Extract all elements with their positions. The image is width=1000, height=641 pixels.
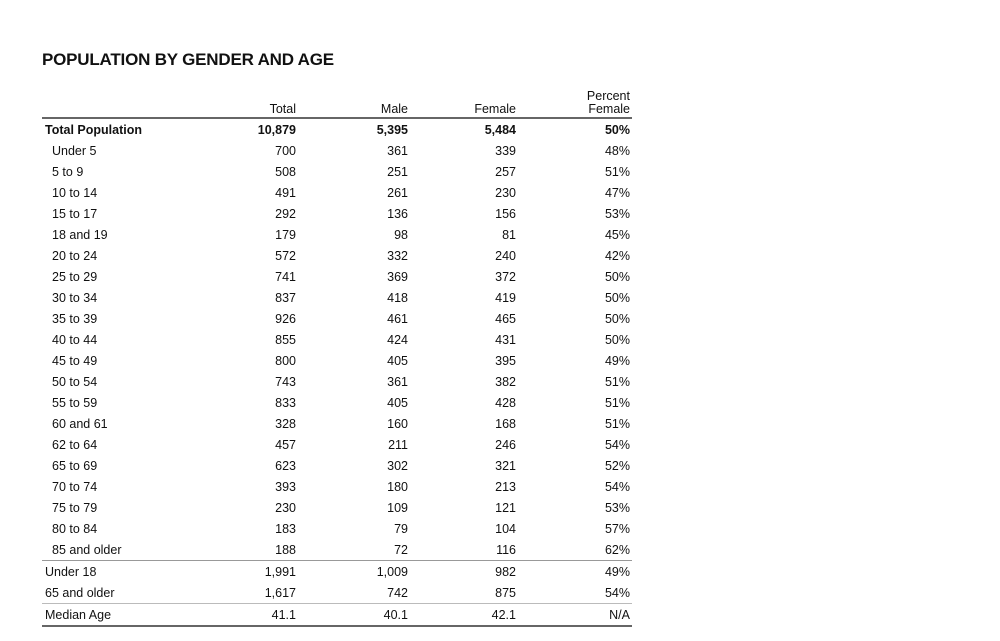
row-percent-female: 50% <box>604 290 630 305</box>
row-male: 136 <box>387 206 408 221</box>
row-total: 328 <box>275 416 296 431</box>
row-male: 251 <box>387 164 408 179</box>
row-male: 461 <box>387 311 408 326</box>
row-percent-female: 57% <box>604 521 630 536</box>
row-total: 1,617 <box>264 585 296 600</box>
row-male: 160 <box>387 416 408 431</box>
row-total: 491 <box>275 185 296 200</box>
row-percent-female: N/A <box>609 607 630 622</box>
header-percent-line2: Female <box>588 102 630 116</box>
row-percent-female: 51% <box>604 416 630 431</box>
table-row <box>42 539 632 561</box>
row-male: 405 <box>387 353 408 368</box>
row-male: 369 <box>387 269 408 284</box>
row-female: 321 <box>495 458 516 473</box>
row-label: 18 and 19 <box>52 227 108 242</box>
row-label: 40 to 44 <box>52 332 98 347</box>
table-row <box>42 287 632 308</box>
row-male: 5,395 <box>376 122 408 137</box>
row-percent-female: 54% <box>604 479 630 494</box>
row-male: 72 <box>394 542 408 557</box>
row-percent-female: 50% <box>604 122 630 137</box>
row-total: 508 <box>275 164 296 179</box>
row-percent-female: 50% <box>604 332 630 347</box>
row-total: 41.1 <box>271 607 296 622</box>
row-total: 741 <box>275 269 296 284</box>
row-label: 80 to 84 <box>52 521 98 536</box>
row-total: 183 <box>275 521 296 536</box>
table-row <box>42 434 632 455</box>
row-label: 5 to 9 <box>52 164 84 179</box>
row-male: 261 <box>387 185 408 200</box>
row-total: 837 <box>275 290 296 305</box>
row-male: 405 <box>387 395 408 410</box>
row-female: 875 <box>495 585 516 600</box>
row-percent-female: 52% <box>604 458 630 473</box>
table-row <box>42 224 632 245</box>
table-row <box>42 308 632 329</box>
row-percent-female: 51% <box>604 374 630 389</box>
row-percent-female: 42% <box>604 248 630 263</box>
population-table <box>42 84 632 627</box>
row-label: 70 to 74 <box>52 479 98 494</box>
row-male: 332 <box>387 248 408 263</box>
row-percent-female: 49% <box>604 564 630 579</box>
row-total: 188 <box>275 542 296 557</box>
row-total: 179 <box>275 227 296 242</box>
row-female: 42.1 <box>491 607 516 622</box>
header-male: Male <box>380 102 408 116</box>
header-female: Female <box>474 102 516 116</box>
row-percent-female: 48% <box>604 143 630 158</box>
row-female: 116 <box>496 542 516 557</box>
row-total: 457 <box>275 437 296 452</box>
table-row-total-population <box>42 118 632 140</box>
row-total: 833 <box>275 395 296 410</box>
table-row <box>42 497 632 518</box>
row-male: 361 <box>387 374 408 389</box>
row-percent-female: 45% <box>604 227 630 242</box>
row-percent-female: 50% <box>604 269 630 284</box>
row-percent-female: 53% <box>604 500 630 515</box>
row-label: Under 18 <box>45 564 97 579</box>
row-female: 156 <box>495 206 516 221</box>
row-total: 855 <box>275 332 296 347</box>
table-row <box>42 140 632 161</box>
row-label: 20 to 24 <box>52 248 98 263</box>
row-label: 35 to 39 <box>52 311 98 326</box>
row-total: 393 <box>275 479 296 494</box>
row-female: 121 <box>495 500 516 515</box>
row-total: 700 <box>275 143 296 158</box>
header-total: Total <box>269 102 296 116</box>
row-female: 257 <box>495 164 516 179</box>
row-label: Under 5 <box>52 143 97 158</box>
table-row <box>42 329 632 350</box>
table-row <box>42 245 632 266</box>
row-percent-female: 54% <box>604 585 630 600</box>
table-row <box>42 476 632 497</box>
row-male: 109 <box>387 500 408 515</box>
row-total: 1,991 <box>264 564 296 579</box>
row-male: 211 <box>388 437 408 452</box>
row-male: 418 <box>387 290 408 305</box>
row-label: 45 to 49 <box>52 353 98 368</box>
row-percent-female: 51% <box>604 395 630 410</box>
row-female: 431 <box>495 332 516 347</box>
row-female: 395 <box>495 353 516 368</box>
row-female: 240 <box>495 248 516 263</box>
row-male: 742 <box>387 585 408 600</box>
row-female: 339 <box>495 143 516 158</box>
row-total: 10,879 <box>257 122 296 137</box>
row-total: 623 <box>275 458 296 473</box>
row-male: 1,009 <box>376 564 408 579</box>
row-male: 40.1 <box>383 607 408 622</box>
row-female: 168 <box>495 416 516 431</box>
row-female: 372 <box>495 269 516 284</box>
table-row <box>42 582 632 604</box>
row-percent-female: 49% <box>604 353 630 368</box>
row-female: 81 <box>502 227 516 242</box>
row-percent-female: 47% <box>604 185 630 200</box>
table-row <box>42 413 632 434</box>
row-percent-female: 54% <box>604 437 630 452</box>
row-male: 424 <box>387 332 408 347</box>
table-row <box>42 266 632 287</box>
row-total: 800 <box>275 353 296 368</box>
row-percent-female: 62% <box>604 542 630 557</box>
row-label: 85 and older <box>52 542 122 557</box>
row-percent-female: 51% <box>604 164 630 179</box>
row-label: 10 to 14 <box>52 185 98 200</box>
row-female: 213 <box>495 479 516 494</box>
row-label: 25 to 29 <box>52 269 98 284</box>
row-percent-female: 53% <box>604 206 630 221</box>
table-row <box>42 455 632 476</box>
row-label: 65 to 69 <box>52 458 98 473</box>
row-total: 926 <box>275 311 296 326</box>
header-percent-female <box>518 84 632 118</box>
table-row <box>42 371 632 392</box>
row-female: 230 <box>495 185 516 200</box>
page-title: POPULATION BY GENDER AND AGE <box>42 50 334 69</box>
row-label: 60 and 61 <box>52 416 108 431</box>
table-row <box>42 203 632 224</box>
row-label: Total Population <box>45 122 142 137</box>
header-percent-line1: Percent <box>586 89 630 103</box>
row-male: 79 <box>394 521 408 536</box>
row-label: 50 to 54 <box>52 374 98 389</box>
table-row <box>42 561 632 583</box>
row-label: Median Age <box>45 607 112 622</box>
row-label: 30 to 34 <box>52 290 98 305</box>
row-total: 743 <box>275 374 296 389</box>
table-row <box>42 161 632 182</box>
row-label: 15 to 17 <box>52 206 98 221</box>
row-female: 982 <box>495 564 516 579</box>
row-total: 572 <box>275 248 296 263</box>
row-female: 465 <box>495 311 516 326</box>
row-male: 98 <box>394 227 408 242</box>
table-row <box>42 350 632 371</box>
row-total: 230 <box>275 500 296 515</box>
row-label: 62 to 64 <box>52 437 98 452</box>
row-male: 361 <box>387 143 408 158</box>
row-female: 246 <box>495 437 516 452</box>
row-label: 65 and older <box>45 585 115 600</box>
header-label <box>42 84 220 118</box>
row-female: 382 <box>495 374 516 389</box>
row-female: 104 <box>495 521 516 536</box>
row-label: 55 to 59 <box>52 395 98 410</box>
table-row <box>42 518 632 539</box>
row-female: 428 <box>495 395 516 410</box>
table-row <box>42 182 632 203</box>
row-total: 292 <box>275 206 296 221</box>
row-female: 5,484 <box>484 122 516 137</box>
row-female: 419 <box>495 290 516 305</box>
table-row <box>42 604 632 627</box>
table-row <box>42 392 632 413</box>
row-percent-female: 50% <box>604 311 630 326</box>
row-male: 302 <box>387 458 408 473</box>
row-label: 75 to 79 <box>52 500 98 515</box>
header-row <box>42 84 632 118</box>
row-male: 180 <box>387 479 408 494</box>
